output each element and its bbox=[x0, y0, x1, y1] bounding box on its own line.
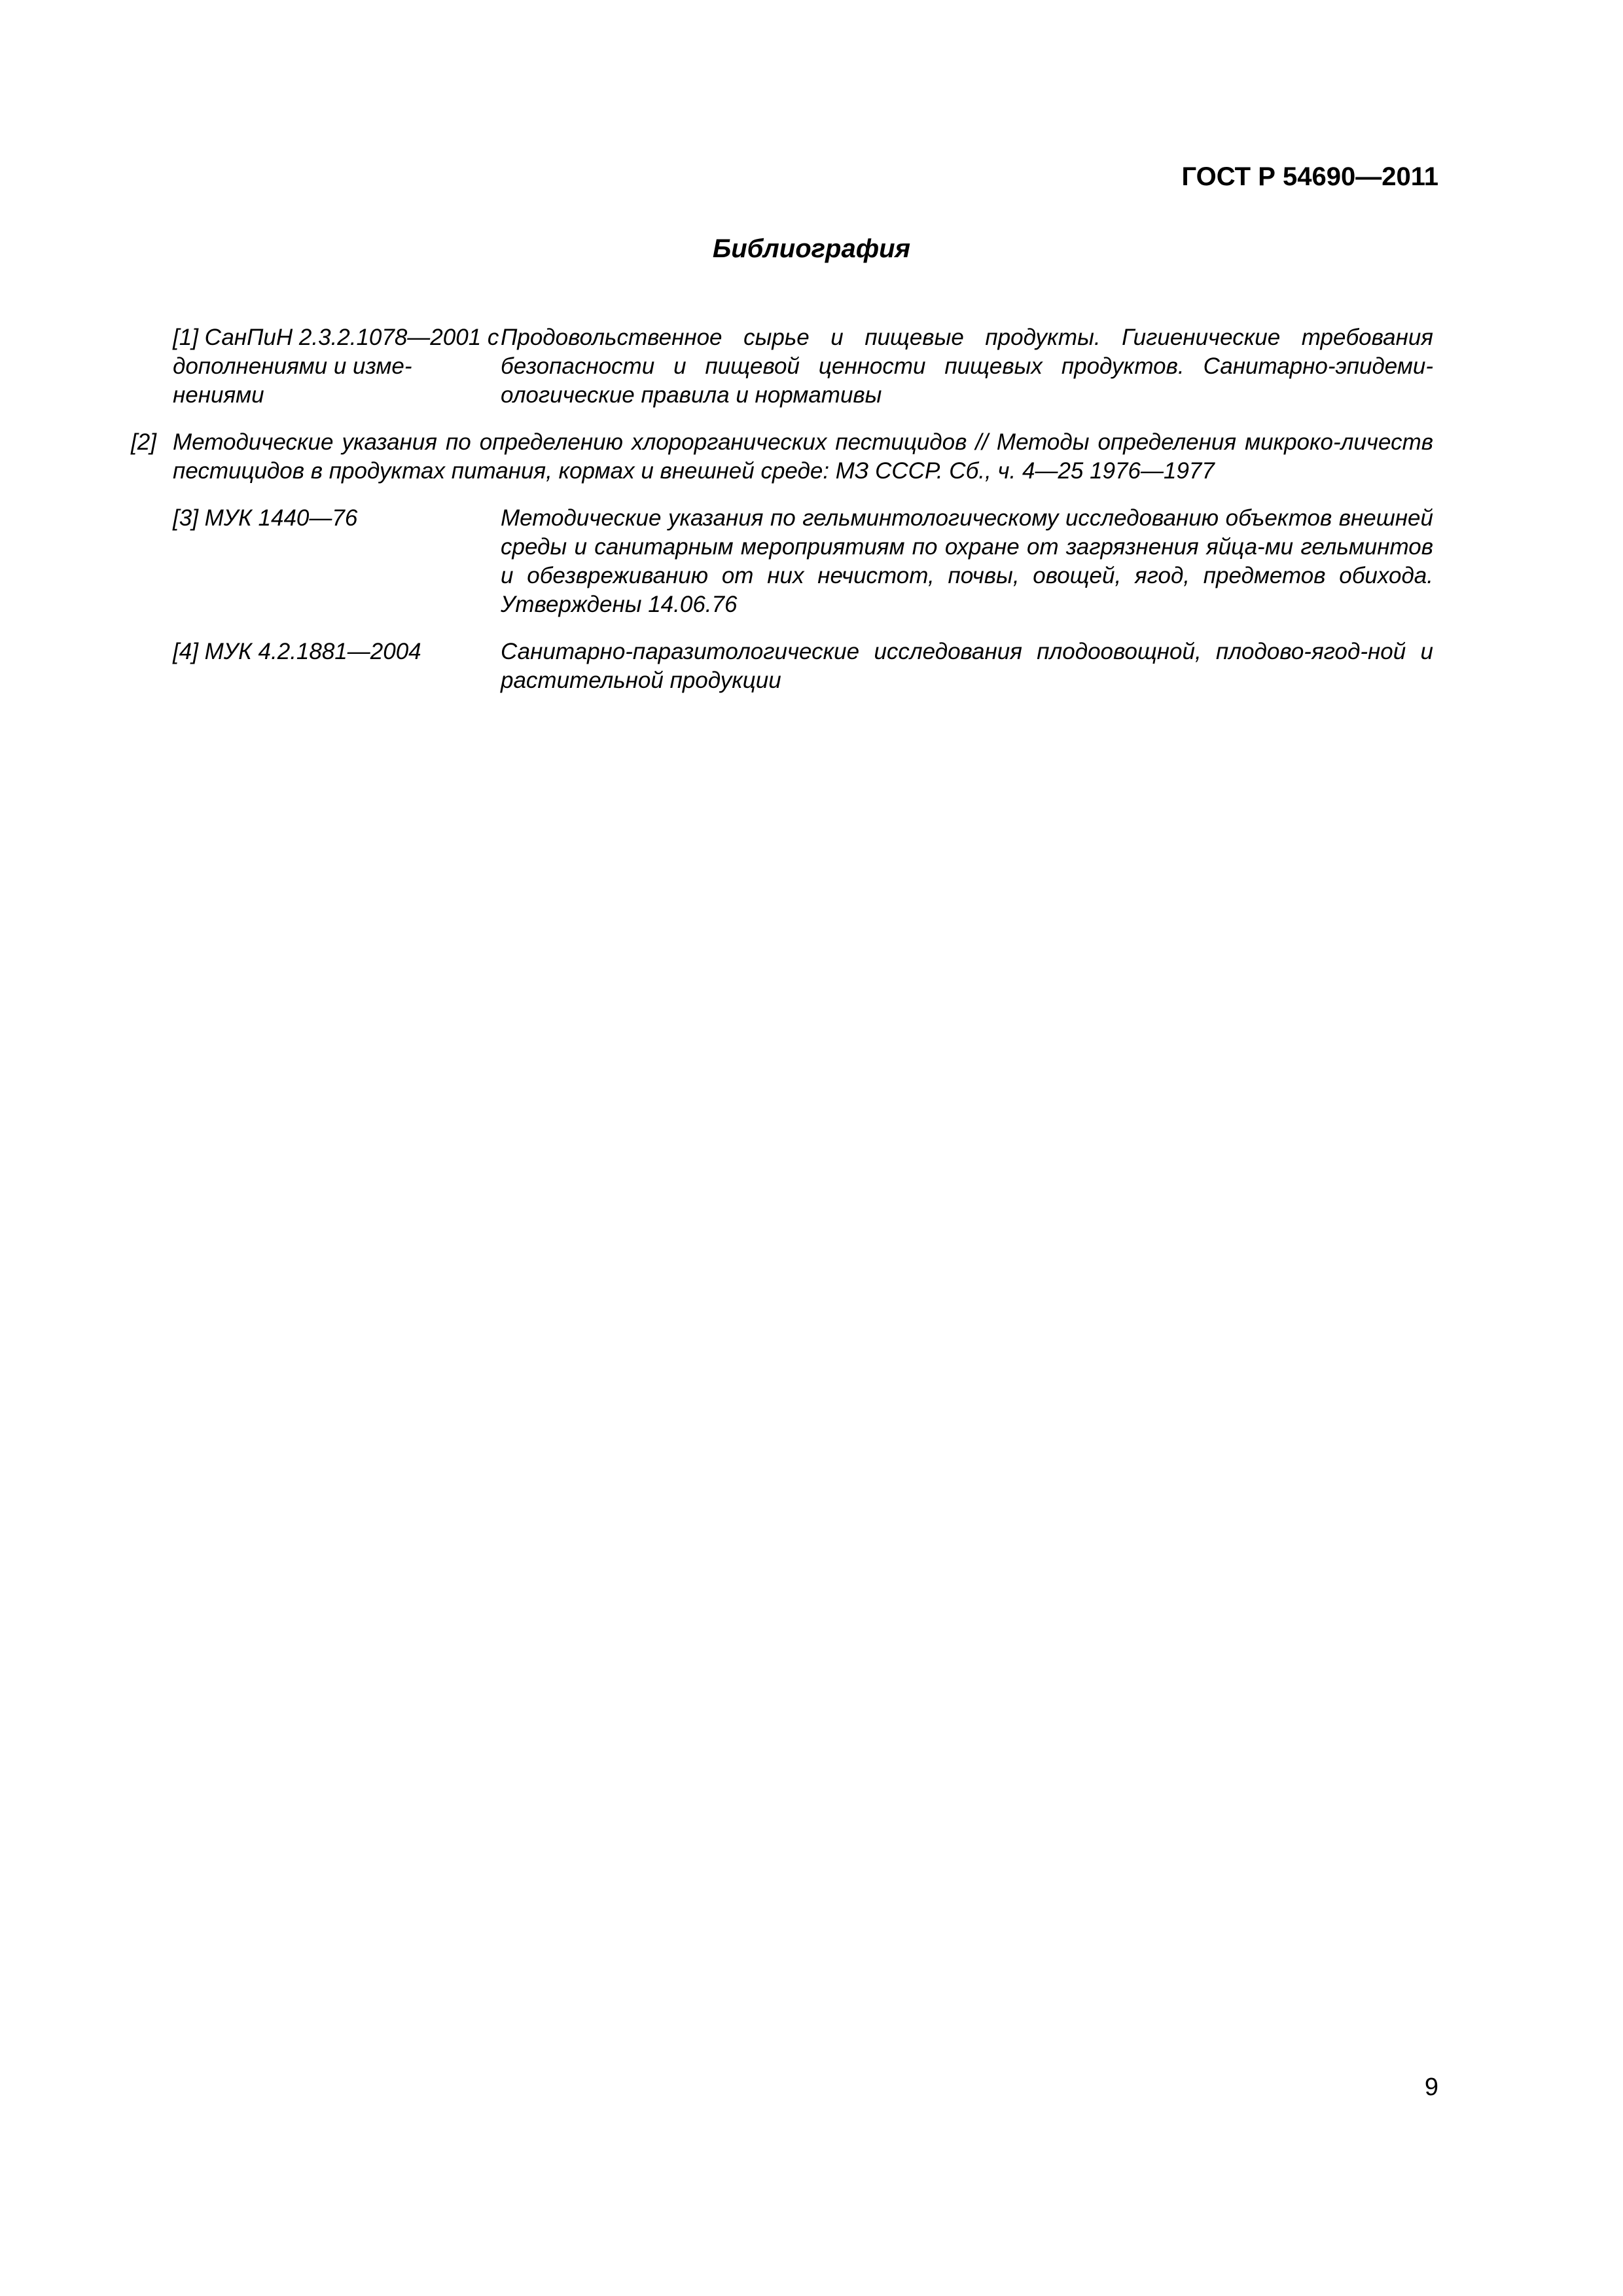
entry-number: [2] bbox=[131, 429, 156, 455]
bibliography-entry-3 bbox=[131, 504, 1433, 619]
entry-description: Методические указания по гельминтологическому исследованию объектов внешней среды и санитарным мероприятиям по охране от загрязнения яйца-ми гельминтов и обезвреживанию от них нечистот, почвы, овощей, ягод, предметов обихода. Утверждены 14.06.76 bbox=[501, 505, 1433, 617]
entry-code: МУК 4.2.1881—2004 bbox=[204, 639, 421, 664]
bibliography-entry-4 bbox=[131, 637, 1433, 695]
entry-reference-column bbox=[131, 637, 501, 695]
entry-reference-column bbox=[131, 323, 501, 410]
entry-description: Санитарно-паразитологические исследования плодоовощной, плодово-ягод-ной и растительной продукции bbox=[501, 639, 1433, 693]
entry-code: СанПиН 2.3.2.1078—2001 с дополнениями и изме-нениями bbox=[173, 325, 499, 408]
entry-reference-column bbox=[131, 504, 501, 619]
entry-code: МУК 1440—76 bbox=[204, 505, 358, 531]
bibliography-entry-1 bbox=[131, 323, 1433, 410]
entry-description: Продовольственное сырье и пищевые продукты. Гигиенические требования безопасности и пищевой ценности пищевых продуктов. Санитарно-эпидеми-ологические правила и нормативы bbox=[501, 325, 1433, 408]
page-number: 9 bbox=[1424, 2073, 1438, 2101]
entry-number: [1] bbox=[173, 325, 198, 350]
bibliography-list bbox=[131, 323, 1433, 713]
entry-number: [3] bbox=[173, 505, 198, 531]
document-code-header: ГОСТ Р 54690—2011 bbox=[1181, 162, 1438, 191]
section-title: Библиография bbox=[712, 234, 911, 263]
entry-text: Методические указания по определению хлорорганических пестицидов // Методы определения микроко-личеств пестицидов в продуктах питания, кормах и внешней среде: МЗ СССР. Сб., ч. 4—25 1976—1977 bbox=[173, 429, 1433, 484]
bibliography-entry-2 bbox=[131, 428, 1433, 486]
entry-number: [4] bbox=[173, 639, 198, 664]
